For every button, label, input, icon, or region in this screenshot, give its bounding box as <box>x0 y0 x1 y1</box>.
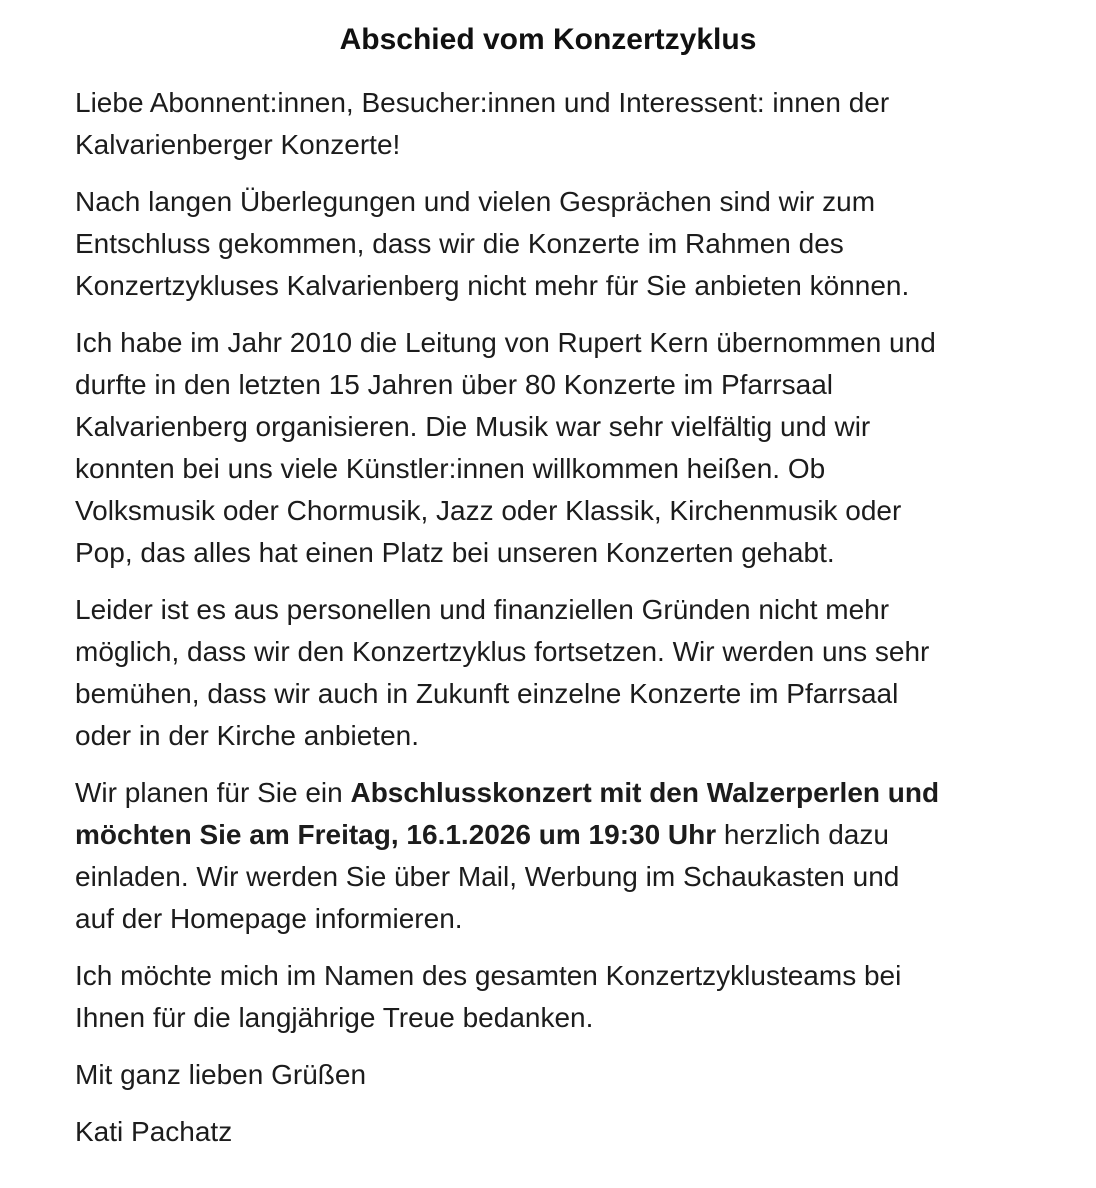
text-line <box>75 265 976 307</box>
paragraph <box>75 1111 976 1153</box>
text-run: Nach langen Überlegungen und vielen Gesprächen sind wir zum <box>75 186 876 217</box>
paragraph <box>75 322 976 574</box>
document-body <box>0 58 1096 1153</box>
text-line <box>75 631 976 673</box>
text-line <box>75 322 976 364</box>
text-line <box>75 406 976 448</box>
paragraph <box>75 1054 976 1096</box>
text-line <box>75 898 976 940</box>
paragraph <box>75 589 976 757</box>
text-line <box>75 772 976 814</box>
paragraph <box>75 82 976 166</box>
text-run: Ich möchte mich im Namen des gesamten Konzertzyklusteams bei <box>75 960 902 991</box>
text-run: Wir planen für Sie ein <box>75 777 351 808</box>
text-run: Ich habe im Jahr 2010 die Leitung von Rupert Kern übernommen und <box>75 327 936 358</box>
text-run: Kalvarienberg organisieren. Die Musik war sehr vielfältig und wir <box>75 411 871 442</box>
text-line <box>75 856 976 898</box>
text-run: Volksmusik oder Chormusik, Jazz oder Klassik, Kirchenmusik oder <box>75 495 902 526</box>
bold-text-run: Abschlusskonzert mit den Walzerperlen und <box>350 777 940 808</box>
text-run: konnten bei uns viele Künstler:innen willkommen heißen. Ob <box>75 453 826 484</box>
text-line <box>75 490 976 532</box>
paragraph <box>75 181 976 307</box>
text-run: möglich, dass wir den Konzertzyklus fortsetzen. Wir werden uns sehr <box>75 636 930 667</box>
bold-text-run: möchten Sie am Freitag, 16.1.2026 um 19:30 Uhr <box>75 819 717 850</box>
text-line <box>75 532 976 574</box>
text-run: einladen. Wir werden Sie über Mail, Werbung im Schaukasten und <box>75 861 900 892</box>
text-line <box>75 814 976 856</box>
text-line <box>75 364 976 406</box>
text-run: oder in der Kirche anbieten. <box>75 720 419 751</box>
text-run: Kati Pachatz <box>75 1116 233 1147</box>
text-line <box>75 715 976 757</box>
paragraph <box>75 955 976 1039</box>
text-line <box>75 82 976 124</box>
text-line <box>75 589 976 631</box>
text-line <box>75 448 976 490</box>
text-run: Ihnen für die langjährige Treue bedanken. <box>75 1002 594 1033</box>
text-run: herzlich dazu <box>716 819 889 850</box>
text-run: Konzertzykluses Kalvarienberg nicht mehr für Sie anbieten können. <box>75 270 910 301</box>
text-line <box>75 1054 976 1096</box>
text-run: Kalvarienberger Konzerte! <box>75 129 401 160</box>
text-run: Leider ist es aus personellen und finanziellen Gründen nicht mehr <box>75 594 890 625</box>
text-run: Pop, das alles hat einen Platz bei unseren Konzerten gehabt. <box>75 537 835 568</box>
text-line <box>75 1111 976 1153</box>
text-run: Mit ganz lieben Grüßen <box>75 1059 367 1090</box>
text-run: auf der Homepage informieren. <box>75 903 463 934</box>
text-run: bemühen, dass wir auch in Zukunft einzelne Konzerte im Pfarrsaal <box>75 678 899 709</box>
text-line <box>75 673 976 715</box>
text-run: Liebe Abonnent:innen, Besucher:innen und Interessent: innen der <box>75 87 890 118</box>
text-line <box>75 997 976 1039</box>
text-run: durfte in den letzten 15 Jahren über 80 Konzerte im Pfarrsaal <box>75 369 833 400</box>
text-line <box>75 223 976 265</box>
paragraph <box>75 772 976 940</box>
text-line <box>75 181 976 223</box>
text-line <box>75 124 976 166</box>
document-title: Abschied vom Konzertzyklus <box>339 23 757 56</box>
text-run: Entschluss gekommen, dass wir die Konzerte im Rahmen des <box>75 228 844 259</box>
text-line <box>75 955 976 997</box>
